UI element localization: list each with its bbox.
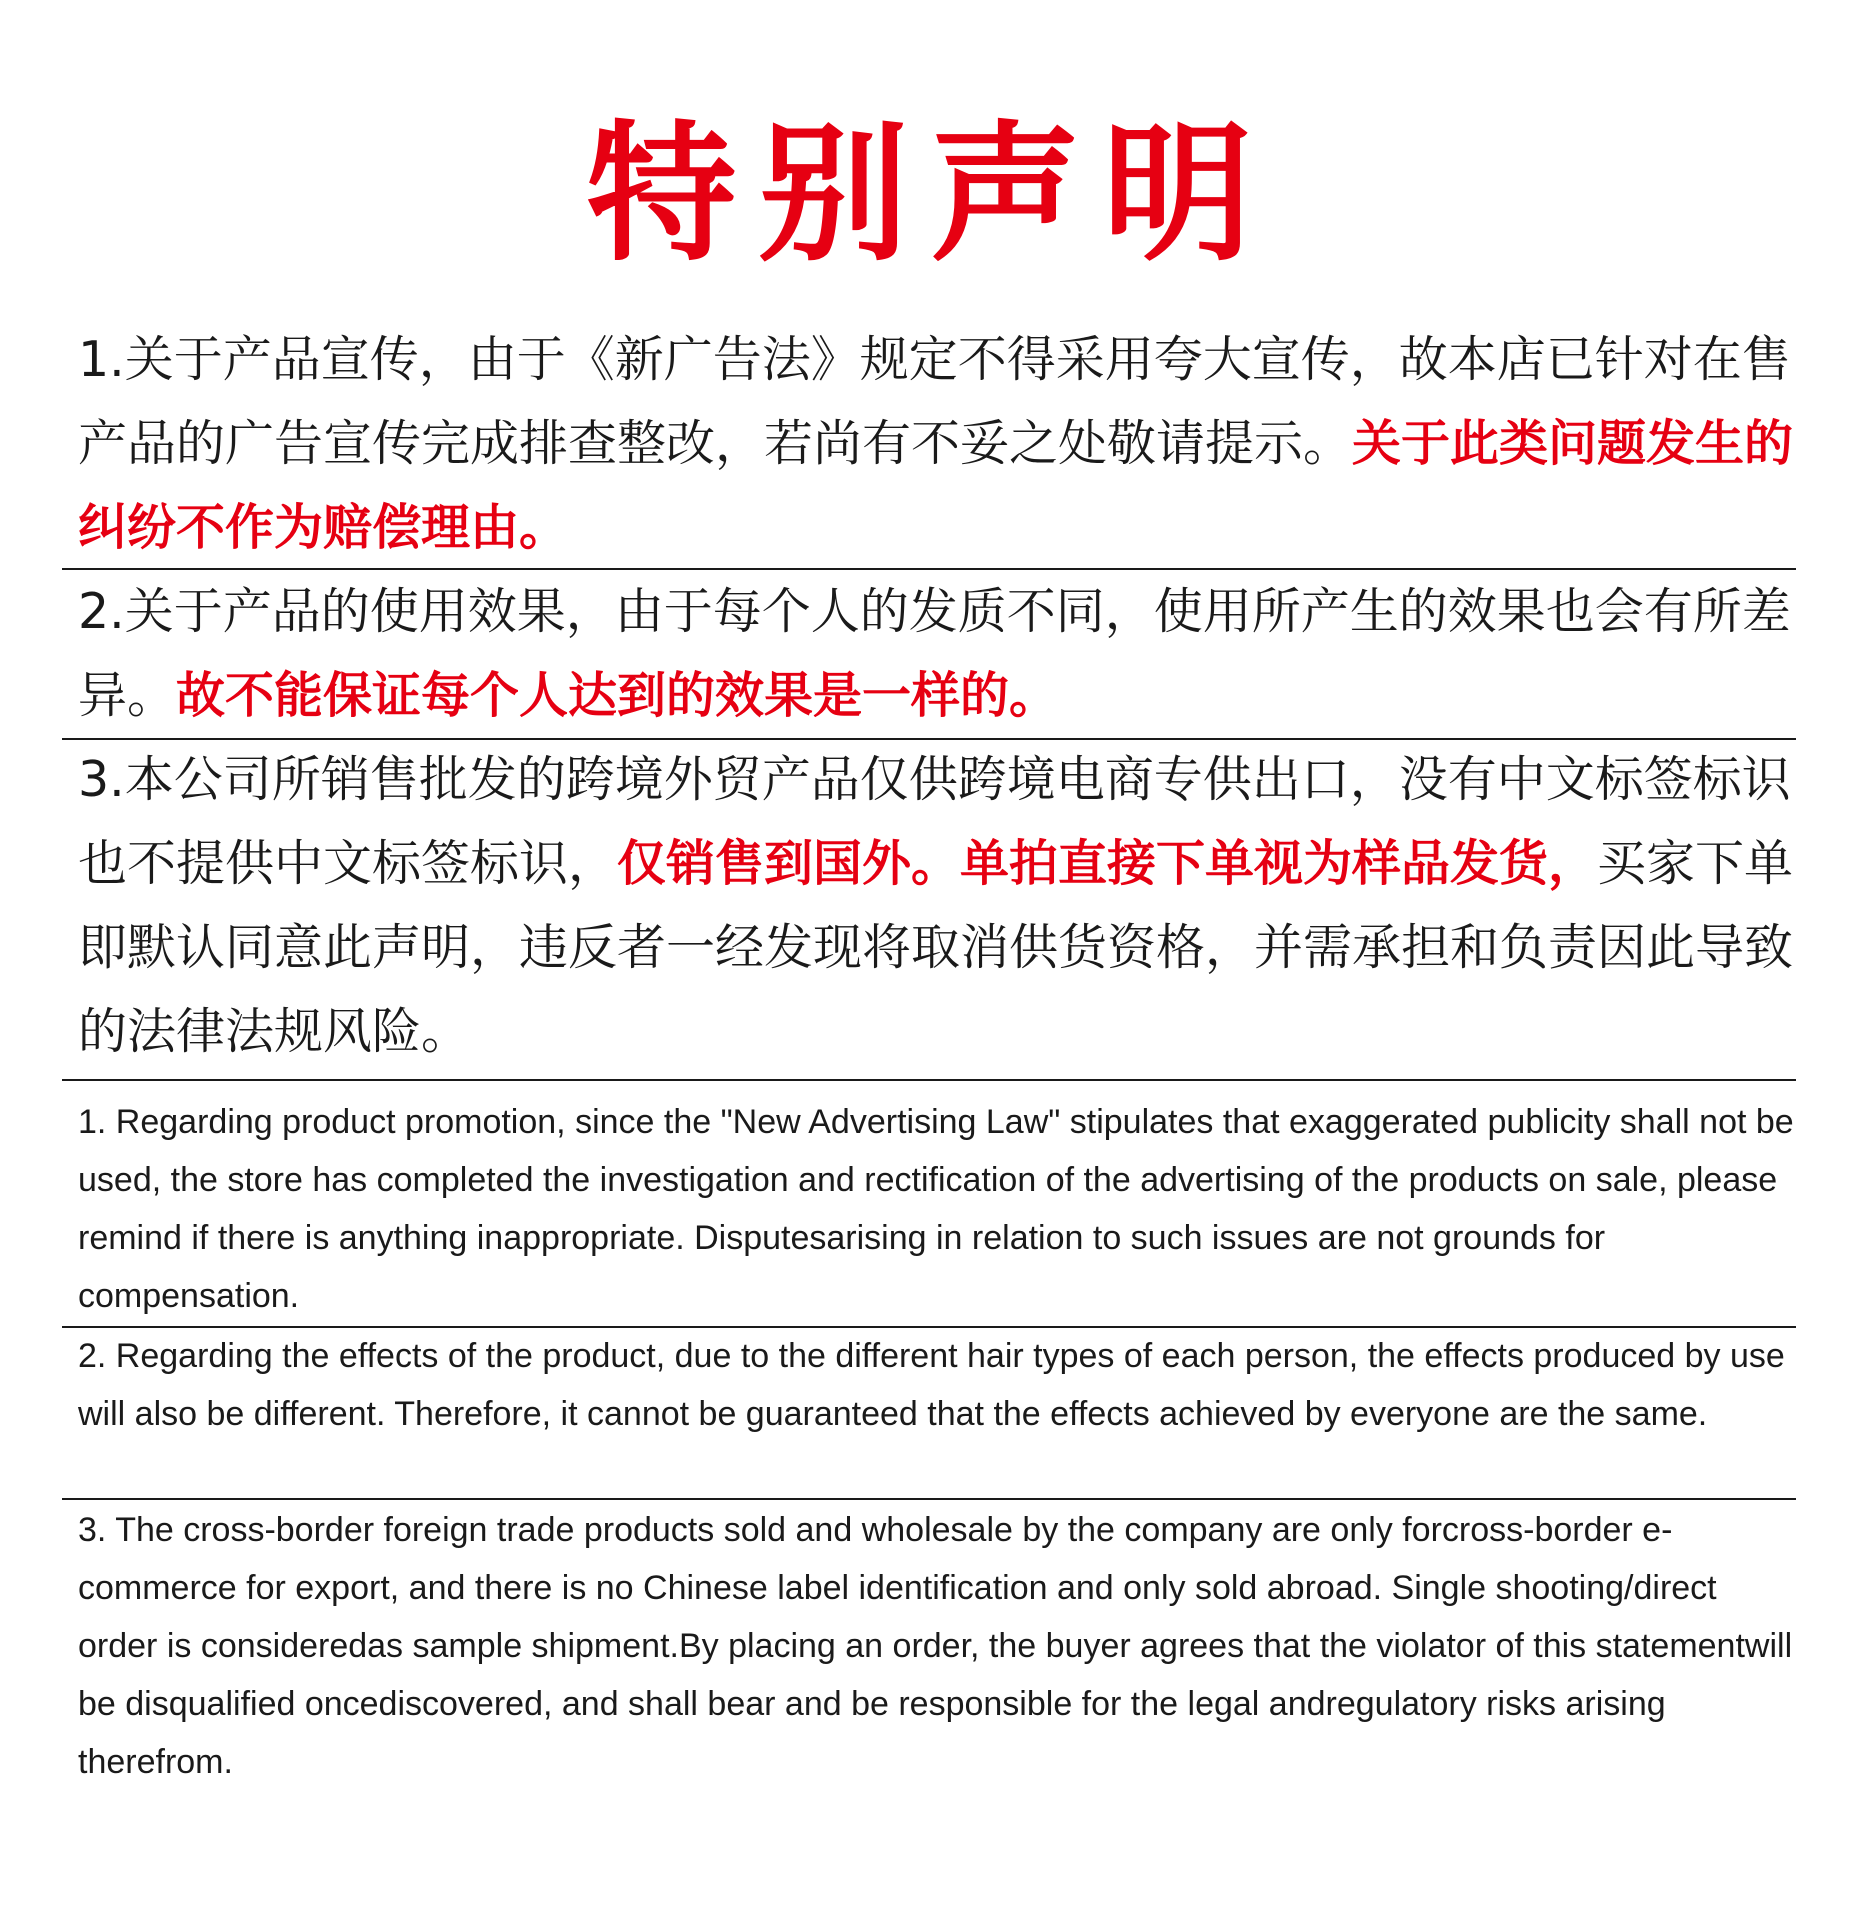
statement-en-1: 1. Regarding product promotion, since the "New Advertising Law" stipulates that exaggerated publicity shall not be used, the store has completed the investigation and rectification of the advertising of the products on sale, please remind if there is anything inappropriate. Disputesarising in relation to such issues are not grounds for compensation.	[78, 1103, 1794, 1315]
statement-zh-3-text: 3.本公司所销售批发的跨境外贸产品仅供跨境电商专供出口，没有中文标签标识也不提供中文标签标识，	[78, 751, 1791, 892]
statement-zh-1-highlight: 关于此类问题发生的纠纷不作为赔偿理由。	[78, 415, 1794, 556]
divider	[62, 1079, 1796, 1081]
statement-zh-3-highlight: 仅销售到国外。单拍直接下单视为样品发货，	[617, 835, 1598, 892]
statement-zh-2-text: 2.关于产品的使用效果，由于每个人的发质不同，使用所产生的效果也会有所差异。	[78, 583, 1791, 724]
statement-en-3: 3. The cross-border foreign trade products sold and wholesale by the company are only forcross-border e-commerce for export, and there is no Chinese label identification and only sold abroad. Single shooting/direct order is consideredas sample shipment.By placing an order, the buyer agrees that the violator of this statementwill be disqualified oncediscovered, and shall bear and be responsible for the legal andregulatory risks arising therefrom.	[78, 1511, 1793, 1781]
statement-zh-3-text-tail: 买家下单即默认同意此声明，违反者一经发现将取消供货资格，并需承担和负责因此导致的法律法规风险。	[78, 835, 1794, 1060]
divider	[62, 1498, 1796, 1500]
statement-zh-3	[78, 738, 1798, 1074]
statement-zh-1	[78, 318, 1798, 570]
statement-zh-2	[78, 570, 1798, 738]
statement-en-2: 2. Regarding the effects of the product, due to the different hair types of each person, the effects produced by use will also be different. Therefore, it cannot be guaranteed that the effects achieved by everyone are the same.	[78, 1337, 1785, 1433]
statement-zh-2-highlight: 故不能保证每个人达到的效果是一样的。	[176, 667, 1059, 724]
statement-zh-1-text: 1.关于产品宣传，由于《新广告法》规定不得采用夸大宣传，故本店已针对在售产品的广告宣传完成排查整改，若尚有不妥之处敬请提示。	[78, 331, 1791, 472]
page-title: 特别声明	[586, 108, 1275, 282]
